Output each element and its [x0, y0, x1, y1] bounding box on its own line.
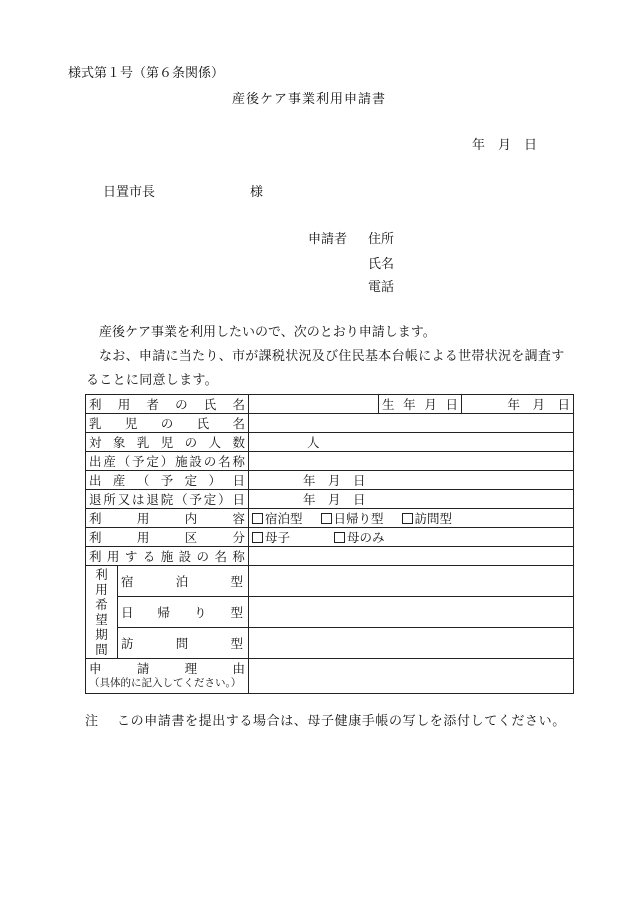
label-char: 設	[178, 549, 192, 564]
label-char: 退	[89, 492, 102, 507]
applicant-address-label: 住所	[368, 232, 395, 247]
label-char: 乳	[136, 435, 150, 450]
facility-name-field[interactable]	[249, 547, 574, 566]
label-char: の	[196, 549, 210, 564]
checkbox-icon	[321, 513, 332, 524]
usage-content-options	[249, 509, 574, 528]
label-char: 日	[445, 397, 458, 412]
label-char: 内	[184, 511, 198, 526]
label-char: 用	[106, 549, 120, 564]
applicant-label: 申請者	[308, 232, 348, 247]
footnote-text: この申請書を提出する場合は、母子健康手帳の写しを添付してください。	[117, 714, 566, 729]
label-char: 利	[89, 549, 102, 564]
birth-date-field[interactable]	[249, 471, 574, 490]
facility-name-label	[86, 547, 249, 566]
infant-count-unit: 人	[307, 435, 320, 450]
label-char: 氏	[196, 416, 210, 431]
page-title: 産後ケア事業利用申請書	[232, 92, 387, 107]
checkbox-icon	[252, 513, 263, 524]
birth-date-value: 年 月 日	[303, 473, 366, 488]
label-char: 日	[232, 492, 245, 507]
vertical-label-char: 用	[95, 582, 108, 597]
label-char: 宿	[121, 574, 134, 589]
label-char: （	[117, 454, 131, 469]
intro-paragraph-1: 産後ケア事業を利用したいので、次のとおり申請します。	[99, 325, 436, 340]
footnote-marker: 注	[85, 714, 99, 729]
label-char: 用	[117, 397, 131, 412]
infant-name-field[interactable]	[249, 414, 574, 433]
label-char: ）	[218, 492, 231, 507]
infant-name-label	[86, 414, 249, 433]
label-char: 名	[232, 397, 245, 412]
label-char: の	[184, 435, 198, 450]
label-char: 利	[89, 397, 102, 412]
vertical-label-char: 期	[95, 627, 108, 642]
label-char: 申	[89, 661, 102, 676]
label-char: （	[136, 473, 150, 488]
user-name-field[interactable]	[249, 395, 379, 414]
label-char: 区	[184, 530, 198, 545]
usage-category-options	[249, 528, 574, 547]
label-char: 分	[232, 530, 245, 545]
usage-option-daytrip[interactable]: 日帰り型	[321, 511, 384, 526]
label-char: 対	[89, 435, 102, 450]
label-char: 所	[103, 492, 116, 507]
label-char: 名	[214, 549, 227, 564]
usage-category-label	[86, 528, 249, 547]
usage-option-stay[interactable]: 宿泊型	[252, 511, 303, 526]
label-char: 施	[160, 549, 174, 564]
usage-option-visit[interactable]: 訪問型	[402, 511, 453, 526]
label-char: 氏	[203, 397, 217, 412]
label-char: 帰	[157, 605, 170, 620]
label-char: 用	[136, 511, 150, 526]
form-number: 様式第１号（第６条関係）	[68, 66, 225, 81]
vertical-label-char: 希	[95, 597, 108, 612]
label-char: 予	[189, 492, 202, 507]
submission-date: 年 月 日	[472, 138, 538, 153]
applicant-phone-label: 電話	[368, 280, 395, 295]
label-char: 由	[232, 661, 245, 676]
label-char: り	[193, 605, 207, 620]
label-char: 定	[146, 454, 159, 469]
label-char: 定	[184, 473, 198, 488]
reason-note: （具体的に記入してください。）	[89, 677, 242, 689]
label-char: の	[160, 416, 174, 431]
label-char: 予	[132, 454, 145, 469]
applicant-name-label: 氏名	[368, 257, 395, 272]
label-char: 訪	[121, 636, 134, 651]
label-char: 出	[89, 454, 102, 469]
label-char: 容	[232, 511, 245, 526]
vertical-label-char: 望	[95, 612, 108, 627]
label-char: 出	[89, 473, 102, 488]
label-char: 象	[112, 435, 126, 450]
label-char: 名	[218, 454, 231, 469]
birth-facility-field[interactable]	[249, 452, 574, 471]
period-visit-field[interactable]	[249, 628, 574, 659]
user-name-label	[86, 395, 249, 414]
label-char: 利	[89, 511, 102, 526]
label-char: 問	[175, 636, 189, 651]
label-char: 理	[184, 661, 198, 676]
label-char: 数	[232, 435, 245, 450]
usage-content-label	[86, 509, 249, 528]
label-char: の	[175, 397, 188, 412]
footnote	[85, 712, 575, 732]
label-char: 定	[203, 492, 217, 507]
label-char: （	[175, 492, 188, 507]
label-char: 児	[124, 416, 138, 431]
checkbox-icon	[252, 532, 263, 543]
addressee: 日置市長	[103, 185, 156, 200]
label-char: 設	[189, 454, 202, 469]
birth-date-label	[86, 471, 249, 490]
label-char: 生	[382, 397, 395, 412]
label-char: 日	[232, 473, 245, 488]
birthdate-field[interactable]	[462, 395, 574, 414]
period-label	[86, 566, 118, 659]
label-char: 泊	[175, 574, 189, 589]
label-char: ）	[160, 454, 174, 469]
label-char: 名	[232, 416, 245, 431]
label-char: の	[203, 454, 217, 469]
label-char: 日	[121, 605, 134, 620]
label-char: 請	[136, 661, 150, 676]
birth-facility-label	[86, 452, 249, 471]
label-char: 型	[230, 636, 243, 651]
period-type-daytrip-label	[118, 597, 249, 628]
reason-field[interactable]	[249, 659, 574, 694]
label-char: 児	[160, 435, 174, 450]
label-char: 又	[117, 492, 131, 507]
period-daytrip-field[interactable]	[249, 597, 574, 628]
discharge-date-field[interactable]	[249, 490, 574, 509]
label-char: 退	[146, 492, 159, 507]
checkbox-icon	[402, 513, 413, 524]
discharge-date-label	[86, 490, 249, 509]
label-char: 予	[160, 473, 174, 488]
label-char: す	[124, 549, 138, 564]
label-char: 称	[232, 549, 245, 564]
label-char: 月	[424, 397, 437, 412]
honorific: 様	[250, 185, 264, 200]
infant-count-label	[86, 433, 249, 452]
vertical-label-char: 間	[95, 642, 108, 657]
discharge-date-value: 年 月 日	[303, 492, 366, 507]
category-option-mother-only[interactable]: 母のみ	[334, 530, 385, 545]
label-char: 産	[112, 473, 126, 488]
label-char: 人	[208, 435, 222, 450]
label-char: 院	[160, 492, 174, 507]
label-char: 利	[89, 530, 102, 545]
label-char: 乳	[89, 416, 102, 431]
label-char: 用	[136, 530, 150, 545]
label-char: 者	[146, 397, 159, 412]
label-char: る	[142, 549, 156, 564]
label-char: 型	[230, 574, 243, 589]
label-char: ）	[208, 473, 222, 488]
period-stay-field[interactable]	[249, 566, 574, 597]
intro-paragraph-2: なお、申請に当たり、市が課税状況及び住民基本台帳による世帯状況を調査することに同意します。	[86, 349, 565, 388]
label-char: は	[132, 492, 145, 507]
infant-count-field[interactable]	[249, 433, 574, 452]
label-char: 産	[103, 454, 116, 469]
label-char: 型	[230, 605, 243, 620]
label-char: 称	[232, 454, 245, 469]
birthdate-value: 年 月 日	[507, 397, 570, 412]
checkbox-icon	[334, 532, 345, 543]
vertical-label-char: 利	[95, 567, 108, 582]
label-char: 施	[175, 454, 188, 469]
label-char: 年	[403, 397, 416, 412]
reason-label	[86, 659, 249, 694]
period-type-visit-label	[118, 628, 249, 659]
period-type-stay-label	[118, 566, 249, 597]
application-form-table	[85, 394, 574, 694]
category-option-mother-child[interactable]: 母子	[252, 530, 290, 545]
birthdate-label	[379, 395, 462, 414]
